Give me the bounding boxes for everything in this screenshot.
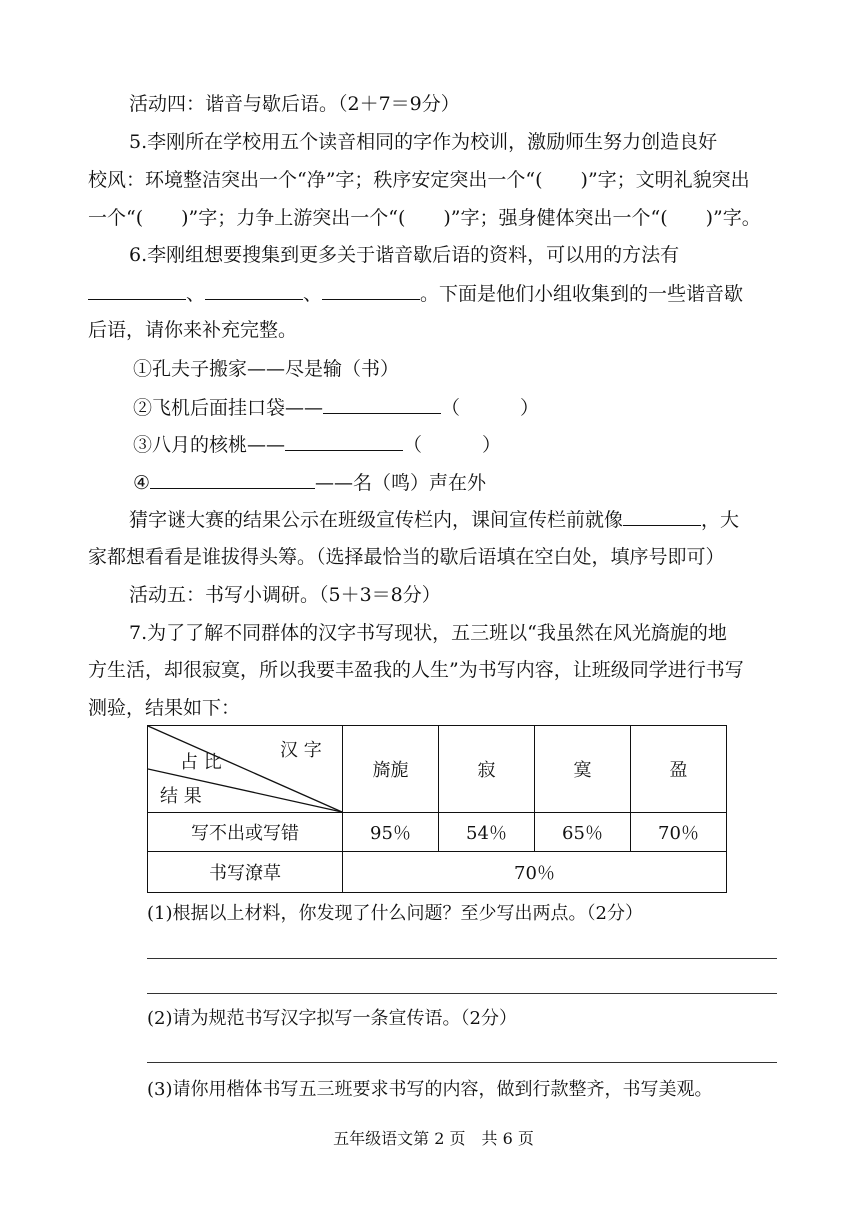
q6-line1: 6.李刚组想要搜集到更多关于谐音歇后语的资料，可以用的方法有	[129, 244, 680, 266]
column-header: 寞	[535, 726, 631, 813]
item4-prefix: ④	[133, 472, 151, 494]
method-blank-1[interactable]	[88, 281, 186, 300]
fill-blank[interactable]	[623, 507, 701, 526]
page-footer: 五年级语文第 2 页 共 6 页	[333, 1129, 534, 1148]
corner-jieguo: 结 果	[160, 786, 202, 807]
table-cell: 95％	[343, 813, 439, 852]
table-cell-merged: 70％	[343, 852, 727, 893]
xiehouyu-item-3	[133, 432, 501, 457]
method-blank-2[interactable]	[205, 281, 303, 300]
q7-line3: 测验，结果如下：	[88, 697, 241, 719]
sub-question-3: (3)请你用楷体书写五三班要求书写的内容，做到行款整齐，书写美观。	[147, 1079, 713, 1100]
activity5-heading: 活动五：书写小调研。（5＋3＝8分）	[129, 584, 441, 606]
q6-line3: 后语，请你来补充完整。	[88, 319, 298, 341]
fill-line2: 家都想看看是谁拔得头筹。（选择最恰当的歇后语填在空白处，填序号即可）	[88, 546, 725, 568]
q6-line2	[88, 281, 743, 306]
sub-question-2: (2)请为规范书写汉字拟写一条宣传语。（2分）	[147, 1008, 517, 1029]
q6-line2-tail: 。下面是他们小组收集到的一些谐音歇	[420, 283, 744, 305]
fill-text-tail: ，大	[701, 509, 740, 531]
fill-line1	[129, 507, 739, 532]
item3-blank[interactable]	[285, 432, 403, 451]
column-header: 寂	[439, 726, 535, 813]
item2-blank[interactable]	[323, 395, 441, 414]
answer-line-1[interactable]	[147, 958, 777, 959]
row-label: 书写潦草	[148, 852, 343, 893]
paren: ）	[482, 434, 502, 456]
item4-blank[interactable]	[150, 470, 315, 489]
sep: 、	[186, 283, 206, 305]
item4-suffix: ——名（鸣）声在外	[315, 472, 487, 494]
paren: （	[403, 434, 423, 456]
item3-prefix: ③八月的核桃——	[133, 434, 286, 456]
corner-hanzi: 汉 字	[280, 740, 322, 761]
table-cell: 65％	[535, 813, 631, 852]
q5-line2: 校风：环境整洁突出一个“净”字；秩序安定突出一个“( )”字；文明礼貌突出	[88, 169, 750, 191]
table-cell: 70％	[631, 813, 727, 852]
q5-line1: 5.李刚所在学校用五个读音相同的字作为校训，激励师生努力创造良好	[129, 131, 718, 153]
xiehouyu-item-4	[133, 470, 486, 495]
corner-zhanbi: 占 比	[180, 752, 222, 773]
xiehouyu-item-2	[133, 395, 539, 420]
sub-question-1: (1)根据以上材料，你发现了什么问题？至少写出两点。（2分）	[147, 903, 643, 924]
xiehouyu-item-1: ①孔夫子搬家——尽是输（书）	[133, 358, 400, 380]
activity4-heading: 活动四：谐音与歇后语。（2＋7＝9分）	[129, 93, 460, 115]
method-blank-3[interactable]	[322, 281, 420, 300]
q5-line3: 一个“( )”字；力争上游突出一个“( )”字；强身健体突出一个“( )”字。	[88, 207, 761, 229]
answer-line-2[interactable]	[147, 993, 777, 994]
survey-table	[147, 725, 727, 893]
table-cell: 54％	[439, 813, 535, 852]
column-header: 盈	[631, 726, 727, 813]
column-header: 旖旎	[343, 726, 439, 813]
row-label: 写不出或写错	[148, 813, 343, 852]
paren: ）	[520, 397, 540, 419]
fill-text: 猜字谜大赛的结果公示在班级宣传栏内，课间宣传栏前就像	[129, 509, 624, 531]
table-corner-cell	[148, 726, 343, 813]
paren: （	[441, 397, 461, 419]
answer-line-3[interactable]	[147, 1062, 777, 1063]
item2-prefix: ②飞机后面挂口袋——	[133, 397, 324, 419]
q7-line1: 7.为了了解不同群体的汉字书写现状，五三班以“我虽然在风光旖旎的地	[129, 622, 727, 644]
q7-line2: 方生活，却很寂寞，所以我要丰盈我的人生”为书写内容，让班级同学进行书写	[88, 659, 744, 681]
sep: 、	[303, 283, 323, 305]
